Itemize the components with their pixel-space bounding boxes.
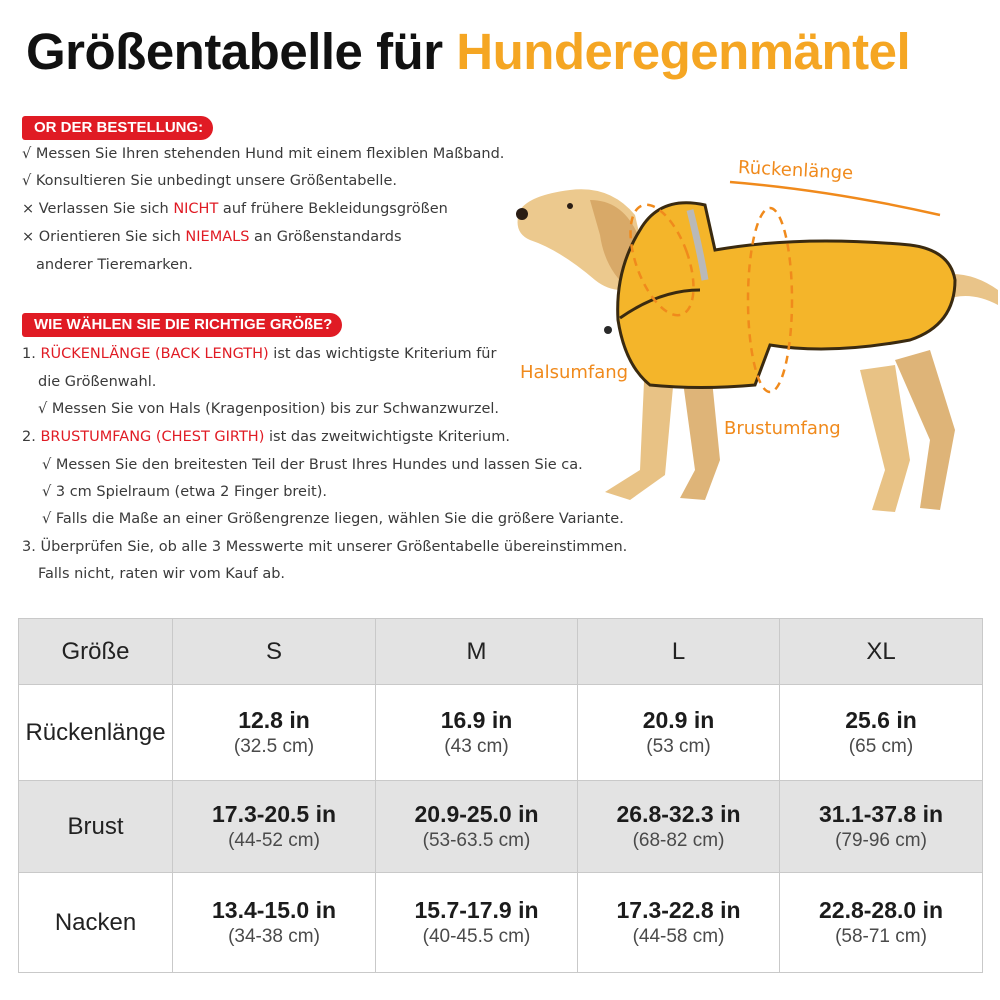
value-in: 17.3-22.8 in bbox=[616, 897, 741, 923]
step-number: 2. bbox=[22, 429, 36, 445]
value-in: 17.3-20.5 in bbox=[211, 801, 337, 827]
before-order-item-3-highlight: NICHT bbox=[173, 201, 219, 217]
dog-hind-leg bbox=[860, 365, 910, 512]
choose-size-item-2: die Größenwahl. bbox=[38, 374, 157, 390]
table-cell bbox=[376, 685, 578, 781]
before-order-item-4-highlight: NIEMALS bbox=[185, 229, 250, 245]
row-label: Rückenlänge bbox=[19, 685, 173, 781]
value-cm: (43 cm) bbox=[444, 736, 509, 757]
before-order-item-1 bbox=[22, 146, 504, 162]
title-part-2: Hunderegenmäntel bbox=[456, 23, 911, 80]
value-cm: (79-96 cm) bbox=[835, 830, 927, 851]
before-order-banner: OR DER BESTELLUNG: bbox=[22, 116, 213, 140]
value-in: 31.1-37.8 in bbox=[818, 801, 944, 827]
value-cm: (32.5 cm) bbox=[233, 736, 315, 757]
value-in: 20.9 in bbox=[642, 707, 715, 733]
choose-size-item-8-text: Überprüfen Sie, ob alle 3 Messwerte mit unserer Größentabelle übereinstimmen. bbox=[40, 539, 628, 555]
before-order-item-2 bbox=[22, 173, 397, 189]
table-cell bbox=[578, 781, 780, 873]
value-in: 12.8 in bbox=[238, 707, 310, 733]
value-cm: (34-38 cm) bbox=[228, 926, 320, 947]
value-in: 26.8-32.3 in bbox=[616, 801, 741, 827]
table-cell bbox=[780, 685, 983, 781]
value-in: 25.6 in bbox=[845, 707, 917, 733]
table-cell bbox=[173, 685, 376, 781]
table-row bbox=[19, 781, 983, 873]
header-m: M bbox=[376, 619, 578, 685]
check-icon: √ bbox=[42, 511, 52, 527]
value-cm: (68-82 cm) bbox=[632, 830, 725, 851]
check-icon: √ bbox=[42, 484, 52, 500]
row-label: Brust bbox=[19, 781, 173, 873]
back-length-line bbox=[730, 182, 940, 215]
value-in: 20.9-25.0 in bbox=[414, 801, 539, 827]
table-row bbox=[19, 873, 983, 973]
before-order-item-4-pre: Orientieren Sie sich bbox=[38, 229, 186, 245]
dog-raincoat-illustration bbox=[500, 140, 1000, 540]
page-title bbox=[26, 22, 986, 81]
choose-size-item-1 bbox=[22, 346, 496, 362]
value-in: 15.7-17.9 in bbox=[414, 897, 539, 923]
table-cell bbox=[578, 685, 780, 781]
header-s: S bbox=[173, 619, 376, 685]
table-row bbox=[19, 685, 983, 781]
before-order-item-4-post: an Größenstandards bbox=[249, 229, 402, 245]
check-icon: √ bbox=[22, 146, 32, 162]
table-cell bbox=[376, 781, 578, 873]
cross-icon: × bbox=[22, 201, 35, 217]
table-cell bbox=[376, 873, 578, 973]
before-order-item-1-text: Messen Sie Ihren stehenden Hund mit einem flexiblen Maßband. bbox=[35, 146, 505, 162]
chest-label: Brustumfang bbox=[724, 418, 841, 439]
choose-size-item-1-post: ist das wichtigste Kriterium für bbox=[268, 346, 497, 362]
coat-toggle bbox=[604, 326, 612, 334]
table-cell bbox=[578, 873, 780, 973]
cross-icon: × bbox=[22, 229, 35, 245]
dog-eye bbox=[567, 203, 573, 209]
value-cm: (40-45.5 cm) bbox=[422, 926, 531, 947]
choose-size-item-7-text: Falls die Maße an einer Größengrenze liegen, wählen Sie die größere Variante. bbox=[55, 511, 624, 527]
before-order-item-3 bbox=[22, 201, 448, 217]
neck-label: Halsumfang bbox=[520, 362, 629, 383]
table-cell bbox=[173, 873, 376, 973]
choose-size-item-4-post: ist das zweitwichtigste Kriterium. bbox=[264, 429, 510, 445]
choose-size-item-3 bbox=[38, 401, 499, 417]
value-cm: (44-52 cm) bbox=[228, 830, 320, 851]
value-in: 13.4-15.0 in bbox=[211, 897, 337, 923]
choose-size-item-4 bbox=[22, 429, 510, 445]
before-order-item-3-post: auf frühere Bekleidungsgrößen bbox=[218, 201, 448, 217]
chest-girth-highlight: BRUSTUMFANG (CHEST GIRTH) bbox=[40, 429, 265, 445]
choose-size-item-6-text: 3 cm Spielraum (etwa 2 Finger breit). bbox=[55, 484, 327, 500]
table-header-row bbox=[19, 619, 983, 685]
before-order-item-2-text: Konsultieren Sie unbedingt unsere Größentabelle. bbox=[35, 173, 397, 189]
title-part-1: Größentabelle für bbox=[26, 23, 457, 80]
choose-size-item-8 bbox=[22, 539, 627, 555]
value-cm: (65 cm) bbox=[848, 736, 914, 757]
value-cm: (58-71 cm) bbox=[835, 926, 927, 947]
dog-nose bbox=[516, 208, 528, 220]
header-l: L bbox=[578, 619, 780, 685]
value-cm: (53 cm) bbox=[646, 736, 711, 757]
check-icon: √ bbox=[42, 457, 52, 473]
table-cell bbox=[173, 781, 376, 873]
value-cm: (44-58 cm) bbox=[632, 926, 725, 947]
table-cell bbox=[780, 781, 983, 873]
before-order-item-5: anderer Tieremarken. bbox=[36, 257, 193, 273]
choose-size-banner: WIE WÄHLEN SIE DIE RICHTIGE GRÖßE? bbox=[22, 313, 342, 337]
back-length-highlight: RÜCKENLÄNGE (BACK LENGTH) bbox=[40, 346, 269, 362]
before-order-item-4 bbox=[22, 229, 402, 245]
size-table bbox=[18, 618, 983, 973]
choose-size-item-9: Falls nicht, raten wir vom Kauf ab. bbox=[38, 566, 286, 582]
check-icon: √ bbox=[22, 173, 32, 189]
before-order-item-3-pre: Verlassen Sie sich bbox=[38, 201, 174, 217]
choose-size-item-6 bbox=[42, 484, 327, 500]
check-icon: √ bbox=[38, 401, 48, 417]
table-cell bbox=[780, 873, 983, 973]
step-number: 3. bbox=[22, 539, 36, 555]
value-in: 16.9 in bbox=[440, 707, 513, 733]
value-cm: (53-63.5 cm) bbox=[422, 830, 531, 851]
back-length-label: Rückenlänge bbox=[737, 156, 854, 185]
step-number: 1. bbox=[22, 346, 36, 362]
header-xl: XL bbox=[780, 619, 983, 685]
choose-size-item-3-text: Messen Sie von Hals (Kragenposition) bis zur Schwanzwurzel. bbox=[51, 401, 500, 417]
choose-size-item-5-text: Messen Sie den breitesten Teil der Brust Ihres Hundes und lassen Sie ca. bbox=[55, 457, 583, 473]
value-in: 22.8-28.0 in bbox=[818, 897, 944, 923]
row-label: Nacken bbox=[19, 873, 173, 973]
header-size: Größe bbox=[19, 619, 173, 685]
